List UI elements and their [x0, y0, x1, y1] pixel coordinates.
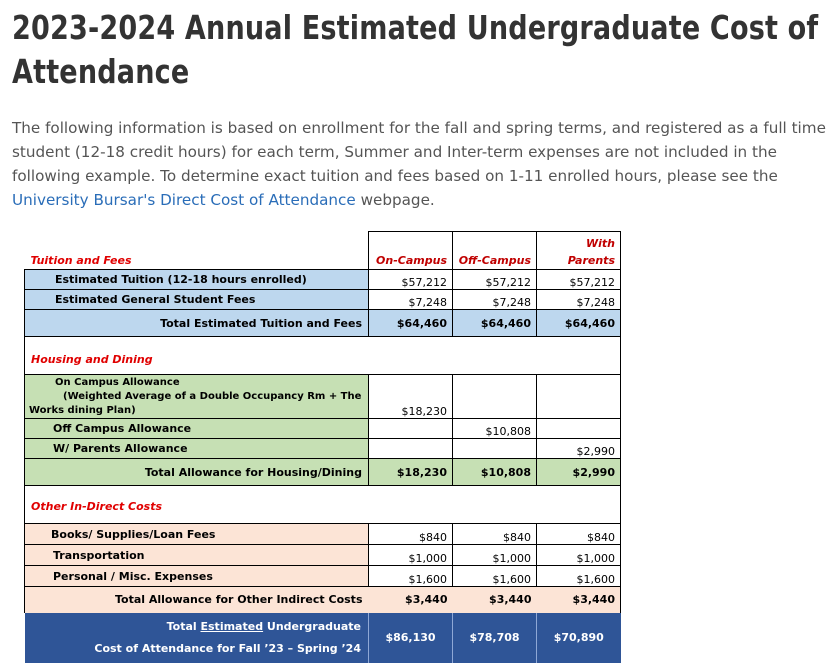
total-value: $3,440 — [453, 587, 537, 613]
total-value: $3,440 — [369, 587, 453, 613]
bursar-link[interactable]: University Bursar's Direct Cost of Attendance — [12, 191, 356, 209]
grand-total-value: $86,130 — [369, 613, 453, 663]
cell-value: $57,212 — [453, 270, 537, 290]
cell-value — [537, 375, 621, 419]
cell-value: $7,248 — [369, 290, 453, 310]
row-label: Off Campus Allowance — [25, 419, 369, 439]
grand-total-label-line1 — [25, 616, 362, 638]
section-row-housing — [25, 337, 621, 375]
cost-of-attendance-table — [24, 231, 621, 663]
cell-value — [369, 439, 453, 459]
cell-value: $1,600 — [453, 566, 537, 587]
cell-value: $840 — [369, 524, 453, 545]
grand-total-value: $70,890 — [537, 613, 621, 663]
column-header-with-parents — [537, 232, 621, 270]
grand-total-label — [25, 613, 369, 663]
total-label: Total Estimated Tuition and Fees — [25, 310, 369, 337]
intro-tail: webpage. — [355, 191, 435, 209]
total-value: $10,808 — [453, 459, 537, 486]
header-with-parents-text: With Parents — [567, 237, 615, 267]
cell-value — [537, 419, 621, 439]
grand-total-label-line2: Cost of Attendance for Fall ’23 – Spring ’24 — [94, 641, 361, 655]
total-value: $64,460 — [453, 310, 537, 337]
table-row — [25, 375, 621, 419]
cell-value: $57,212 — [369, 270, 453, 290]
cell-value: $1,600 — [537, 566, 621, 587]
column-header-on-campus — [369, 232, 453, 270]
cell-value: $2,990 — [537, 439, 621, 459]
cell-value: $840 — [537, 524, 621, 545]
row-label: Personal / Misc. Expenses — [25, 566, 369, 587]
cell-value — [369, 419, 453, 439]
table-row — [25, 545, 621, 566]
row-label: Estimated General Student Fees — [25, 290, 369, 310]
cell-value: $57,212 — [537, 270, 621, 290]
total-row-housing — [25, 459, 621, 486]
total-value: $64,460 — [537, 310, 621, 337]
section-heading-tuition: Tuition and Fees — [30, 254, 132, 267]
cell-value: $1,600 — [369, 566, 453, 587]
total-row-tuition — [25, 310, 621, 337]
cell-value — [453, 375, 537, 419]
total-value: $64,460 — [369, 310, 453, 337]
row-label: Transportation — [25, 545, 369, 566]
total-value: $2,990 — [537, 459, 621, 486]
cell-value: $7,248 — [537, 290, 621, 310]
row-label: W/ Parents Allowance — [25, 439, 369, 459]
table-row — [25, 524, 621, 545]
table-row — [25, 419, 621, 439]
cell-value: $1,000 — [453, 545, 537, 566]
cell-value: $7,248 — [453, 290, 537, 310]
row-sublabel: (Weighted Average of a Double Occupancy Rm + The Works dining Plan) — [29, 390, 362, 416]
table-row — [25, 290, 621, 310]
grand-total-row — [25, 613, 621, 663]
grand-label-underlined: Estimated — [200, 619, 264, 633]
grand-label-part1: Total — [166, 619, 201, 633]
column-header-off-campus — [453, 232, 537, 270]
table-row — [25, 439, 621, 459]
total-label: Total Allowance for Housing/Dining — [25, 459, 369, 486]
total-value: $18,230 — [369, 459, 453, 486]
section-heading-housing: Housing and Dining — [25, 337, 369, 375]
row-label: On Campus Allowance — [55, 376, 180, 388]
cell-value: $10,808 — [453, 419, 537, 439]
header-off-campus-text: Off-Campus — [458, 254, 531, 267]
grand-total-value: $78,708 — [453, 613, 537, 663]
page-title: 2023-2024 Annual Estimated Undergraduate Cost of Attendance — [12, 8, 819, 91]
table-header-row — [25, 232, 621, 270]
grand-label-part2: Undergraduate — [263, 619, 361, 633]
row-label: Estimated Tuition (12-18 hours enrolled) — [25, 270, 369, 290]
header-on-campus-text: On-Campus — [376, 254, 447, 267]
intro-text: The following information is based on enrollment for the fall and spring terms, and registered as a full time student (12-18 credit hours) for each term, Summer and Inter-term expenses are not included in the following example. To determine exact tuition and fees based on 1-11 enrolled hours, please see the — [12, 119, 826, 185]
row-label: Books/ Supplies/Loan Fees — [25, 524, 369, 545]
table-row — [25, 566, 621, 587]
cell-value: $18,230 — [369, 375, 453, 419]
table-row — [25, 270, 621, 290]
cell-value — [453, 439, 537, 459]
cell-value: $1,000 — [537, 545, 621, 566]
total-row-other — [25, 587, 621, 613]
total-value: $3,440 — [537, 587, 621, 613]
total-label: Total Allowance for Other Indirect Costs — [25, 587, 369, 613]
cell-value: $1,000 — [369, 545, 453, 566]
cell-value: $840 — [453, 524, 537, 545]
row-label-on-campus-allowance — [25, 375, 369, 419]
intro-paragraph — [12, 116, 838, 212]
section-heading-other: Other In-Direct Costs — [25, 486, 369, 524]
section-row-other — [25, 486, 621, 524]
